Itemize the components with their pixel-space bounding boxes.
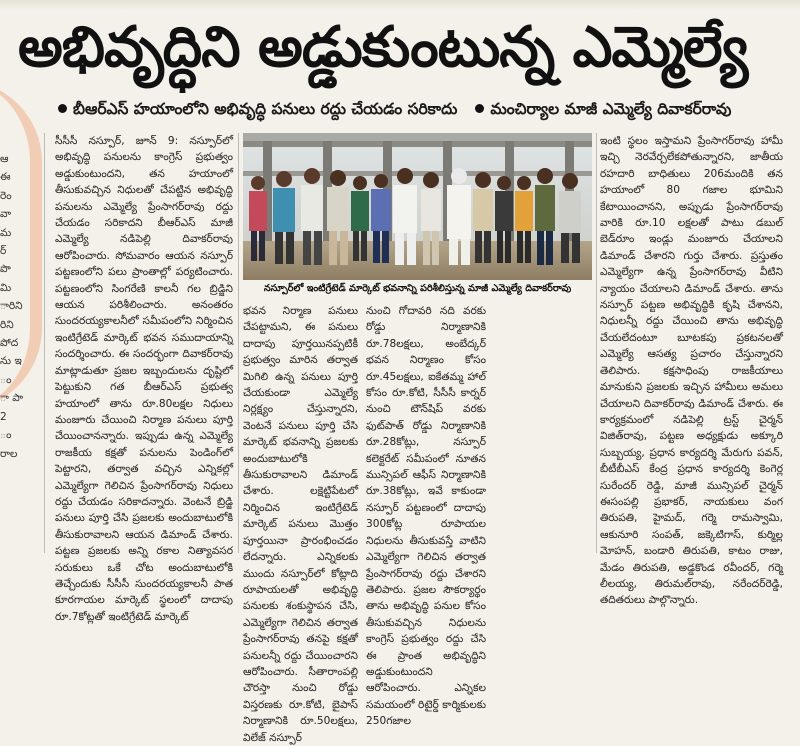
- article-column-2: భవన నిర్మాణ పనులు చేపట్టామని, ఈ పనులు దాదాపు పూర్తయినప్పటికీ ప్రభుత్వం మారిన తర్వాత మిగిలి ఉన్న పనులు పూర్తి చేయకుండా ఎమ్మెల్యే నిర్లక్ష్యం చేస్తున్నారని, వెంటనే పనులు పూర్తి చేసి మార్కెట్ భవనాన్ని ప్రజలకు అందుబాటులోకి తీసుకురావాలని డిమాండ్ చేశారు. లక్షెట్టిపేటలో నిర్మించిన ఇంటిగ్రేటెడ్ మార్కెట్ పనులు మొత్తం పూర్తయినా ప్రారంభించడం లేదన్నారు. ఎన్నికలకు ముందు నస్పూర్‌లో కోట్లాది రూపాయలతో అభివృద్ధి పనులకు శంకుస్థాపన చేసి, ఎమ్మెల్యేగా గెలిచిన తర్వాత ప్రేంసాగర్‌రావు తనపై కక్షతో పనులన్నీ రద్దు చేయించారని ఆరోపించారు. సీతారాంపల్లి చౌరస్తా నుంచి రోడ్డు విస్తరణకు రూ.కోటి, బైపాస్ నిర్మాణానికి రూ.50లక్షలు, విలేజ్ నస్పూర్: [243, 305, 358, 744]
- article-column-1: సీసీసీ నస్పూర్, జూన్ 9: నస్పూర్‌లో అభివృద్ధి పనులను కాంగ్రెస్ ప్రభుత్వం అడ్డుకుంటుందని, తన హయాంలో తీసుకువచ్చిన నిధులతో చేపట్టిన అభివృద్ధి పనులను ఎమ్మెల్యే ప్రేంసాగర్‌రావు రద్దు చేయడం సరికాదని బీఆర్ఎస్ మాజీ ఎమ్మెల్యే నడిపెల్లి దివాకర్‌రావు ఆరోపించారు. సోమవారం ఆయన నస్పూర్ పట్టణంలోని పలు ప్రాంతాల్లో పర్యటించారు. పట్టణంలోని సింగరేణి కాలనీ గల బ్రిడ్జిని ఆయన పరిశీలించారు. అనంతరం సుందరయ్యకాలనీలో సమీపంలోని నిర్మించిన ఇంటిగ్రేటెడ్ మార్కెట్ భవన సముదాయాన్ని సందర్శించారు. ఈ సందర్భంగా దివాకర్‌రావు మాట్లాడుతూ ప్రజల ఇబ్బందులను దృష్టిలో పెట్టుకుని గత బీఆర్ఎస్ ప్రభుత్వ హయాంలో తాను రూ.80లక్షల నిధులు మంజూరు చేయించి నిర్మాణ పనులు పూర్తి చేయించానన్నారు. ఇప్పుడు ఉన్న ఎమ్మెల్యే రాజకీయ కక్షతో పనులను పెండింగ్‌లో పెట్టారని, తర్వాత వచ్చిన ఎన్నికల్లో ఎమ్మెల్యేగా గెలిచిన ప్రేంసాగర్‌రావు నిధులు రద్దు చేయడం సరికాదన్నారు. వెంటనే బ్రిడ్జి పనులు పూర్తి చేసి ప్రజలకు అందుబాటులోకి తీసుకురావాలని ఆయన డిమాండ్ చేశారు. పట్టణ ప్రజలకు అన్ని రకాల నిత్యావసర సరుకులు ఒకే చోట అందుబాటులోకి తెచ్చేందుకు సీసీసీ సుందరయ్యకాలనీ పాత కూరగాయల మార్కెట్ స్థలంలో దాదాపు రూ.7కోట్లతో ఇంటిగ్రేటెడ్ మార్కెట్: [55, 135, 233, 623]
- photo-caption: నస్పూర్‌లో ఇంటిగ్రేటెడ్ మార్కెట్ భవనాన్ని పరిశీలిస్తున్న మాజీ ఎమ్మెల్యే దివాకర్‌రావు: [263, 283, 572, 294]
- bullet-icon: [475, 104, 484, 113]
- subhead-2: మంచిర్యాల మాజీ ఎమ్మెల్యే దివాకర్‌రావు: [490, 100, 732, 118]
- article-column-3-cont: [492, 303, 592, 555]
- article-column-3: నుంచి గోదావరి నది వరకు రోడ్డు నిర్మాణానికి రూ.78లక్షలు, అంబేద్కర్ భవన నిర్మాణం కోసం రూ.45లక్షలు, ఐకేతమ్మ హాల్ కోసం రూ.కోటి, సీసీసీ కార్నర్ నుంచి టౌన్‌షిప్ వరకు ఫుట్‌పాత్ రోడ్డు నిర్మాణానికి రూ.28కోట్లు, నస్పూర్ కలెక్టరేట్ సమీపంలో నూతన మున్సిపల్ ఆఫీస్ నిర్మాణానికి రూ.38కోట్లు, ఇవే కాకుండా నస్పూర్ పట్టణంలో దాదాపు 300కోట్ల రూపాయల నిధులను తీసుకువస్తే వాటిని ఎమ్మెల్యేగా గెలిచిన తర్వాత ప్రేంసాగర్‌రావు రద్దు చేశారని తెలిపారు. ప్రజల సౌకర్యార్థం తాను అభివృద్ధి పనుల కోసం తీసుకువచ్చిన నిధులను కాంగ్రెస్ ప్రభుత్వం రద్దు చేసి ఈ ప్రాంత అభివృద్ధిని అడ్డుకుంటుందని ఆరోపించారు. ఎన్నికల సమయంలో రిటైర్డ్ కార్మికులకు 250గజాల: [366, 305, 486, 728]
- column-divider: [238, 133, 239, 553]
- group-photo-image: [243, 133, 592, 280]
- page-edge: [0, 0, 800, 10]
- bullet-icon: [58, 104, 67, 113]
- article-column-4: ఇంటి స్థలం ఇస్తామని ప్రేంసాగర్‌రావు హామీ ఇచ్చి నెరవేర్చలేకపోతున్నారని, జాతీయ రహదారి బాధితులు 206మందికి తన హయాంలో 80 గజాల భూమిని కేటాయించానని, అప్పుడు ప్రేంసాగర్‌రావు వారికి రూ.10 లక్షలతో పాటు డబుల్ బెడ్‌రూం ఇండ్లు మంజూరు చేయాలని డిమాండ్ చేశారని గుర్తు చేశారు. ప్రస్తుతం ఎమ్మెల్యేగా ఉన్న ప్రేంసాగర్‌రావు వీటిని న్యాయం చేయాలని డిమాండ్ చేశారు. తాను నస్పూర్ పట్టణ అభివృద్ధికి కృషి చేశానని, నిధులన్నీ రద్దు చేయించి తాను అభివృద్ధి చేయలేదంటూ బూటకపు ప్రకటనలతో ఎమ్మెల్యే ఆసత్య ప్రచారం చేస్తున్నారని తెలిపారు. కక్షసాధింపు రాజకీయాలు మానుకుని ప్రజలకు ఇచ్చిన హామీలు అమలు చేయాలని దివాకర్‌రావు డిమాండ్ చేశారు. ఈ కార్యక్రమంలో నడిపెల్లి ట్రస్ట్ చైర్మన్ విజిత్‌రావు, పట్టణ అధ్యక్షుడు అక్కూరి సుబ్బయ్య, ప్రధాన కార్యదర్శి మేరుగు పవన్, బీటీబీఎస్ కేంద్ర ప్రధాన కార్యదర్శి కెంగెర్ల సురేందర్ రెడ్డి, మాజీ మున్సిపల్ చైర్మన్ ఈసంపల్లి ప్రభాకర్, నాయకులు వంగ తిరుపతి, హైమద్, గర్మె రామస్వామి, ఆకునూరి సంపత్, జక్కెటిగాస్, కుర్మిల్ల మోహన్, బండారి తిరుపతి, కాటం రాజు, మేడం తిరుపతి, అడ్డకొండ రవీందర్, గర్మె లీలయ్య, తిరుమల్‌రావు, నరేందర్‌రెడ్డి, తదితరులు పాల్గొన్నారు.: [600, 135, 783, 607]
- article-photo: [243, 133, 592, 280]
- column-divider: [596, 133, 597, 553]
- column-divider: [44, 133, 45, 553]
- headline: అభివృద్ధిని అడ్డుకుంటున్న ఎమ్మెల్యే: [18, 15, 748, 80]
- subheadline: [58, 97, 798, 121]
- adjacent-article-fragment: ఆ ఈ రెం వా మ ర్ పొ మి ారిని రిని పోద ను ఇ ం ా పా 2 ం రాల: [0, 153, 24, 460]
- subhead-1: బీఆర్ఎస్ హయాంలోని అభివృద్ధి పనులు రద్దు చేయడం సరికాదు: [73, 100, 458, 118]
